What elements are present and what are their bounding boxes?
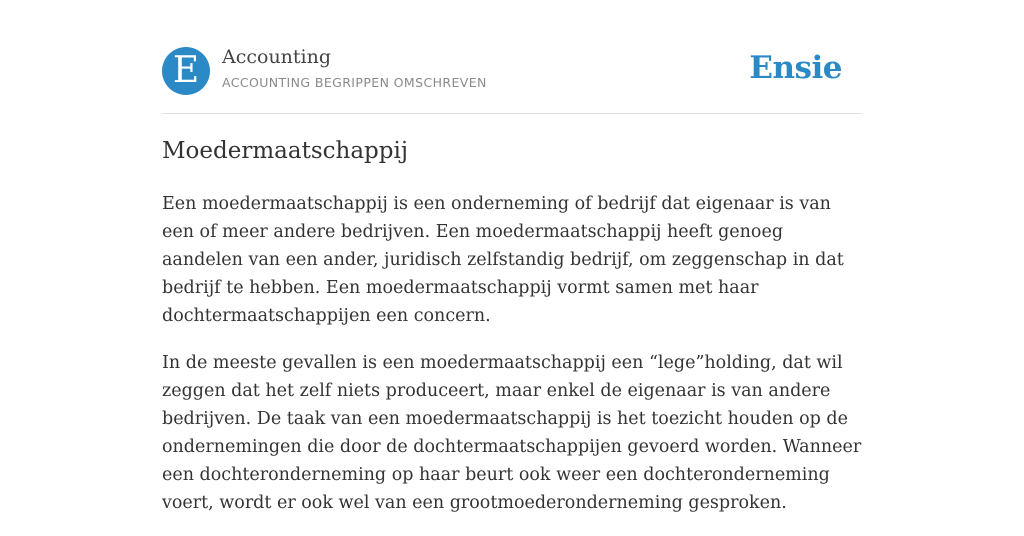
page-title: Moedermaatschappij bbox=[162, 138, 408, 164]
entry-body bbox=[162, 190, 862, 536]
entry-paragraph: Een moedermaatschappij is een onderneming of bedrijf dat eigenaar is van een of meer andere bedrijven. Een moedermaatschappij heeft genoeg aandelen van een ander, juridisch zelfstandig bedrijf, om zeggenschap in dat bedrijf te hebben. Een moedermaatschappij vormt samen met haar dochtermaatschappijen een concern. bbox=[162, 194, 844, 326]
site-subtitle: ACCOUNTING BEGRIPPEN OMSCHREVEN bbox=[222, 75, 487, 90]
entry-paragraph: In de meeste gevallen is een moedermaatschappij een “lege”holding, dat wil zeggen dat het zelf niets produceert, maar enkel de eigenaar is van andere bedrijven. De taak van een moedermaatschappij is het toezicht houden op de ondernemingen die door de dochtermaatschappijen gevoerd worden. Wanneer een dochteronderneming op haar beurt ook weer een dochteronderneming voert, wordt er ook wel van een grootmoederonderneming gesproken. bbox=[162, 353, 862, 513]
ensie-logo-icon[interactable]: E bbox=[162, 47, 210, 95]
site-header bbox=[162, 0, 862, 114]
page bbox=[162, 0, 862, 513]
site-title-link[interactable]: Accounting bbox=[222, 46, 332, 68]
brand-logo-link[interactable]: Ensie bbox=[749, 50, 842, 86]
